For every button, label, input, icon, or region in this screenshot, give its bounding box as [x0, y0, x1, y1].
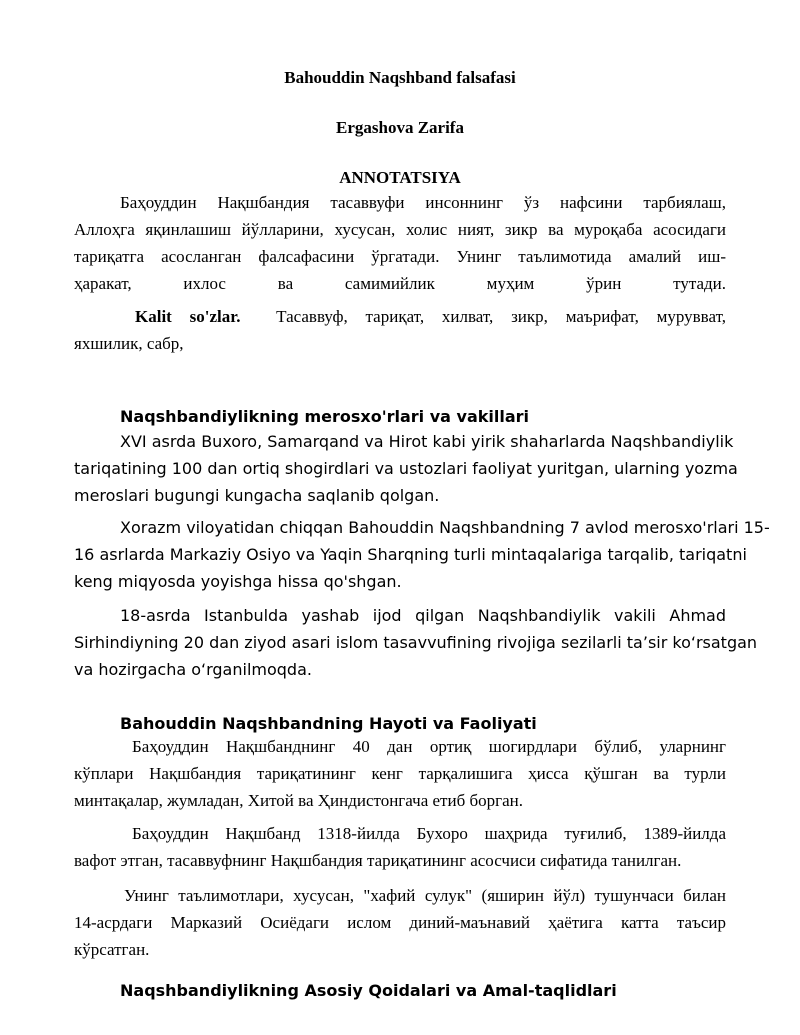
- paragraph: [74, 820, 726, 874]
- paragraph-line: минтақалар, жумладан, Хитой ва Ҳиндистонгача етиб борган.: [74, 791, 523, 810]
- paragraph-line: tariqatining 100 dan ortiq shogirdlari va ustozlari faoliyat yuritgan, ularning yozma: [74, 459, 738, 478]
- paragraph-line: кўрсатган.: [74, 940, 150, 959]
- annotation-heading: ANNOTATSIYA: [339, 168, 461, 187]
- paragraph-line: 14-асрдаги Марказий Осиёдаги ислом диний-маънавий ҳаётига катта таъсир: [74, 913, 726, 932]
- keywords-list: Тасаввуф, тариқат, хилват, зикр, маърифат, мурувват,: [276, 307, 726, 326]
- keywords-line: яхшилик, сабр,: [74, 334, 184, 353]
- annotation-line: Аллоҳга яқинлашиш йўлларини, хусусан, холис ният, зикр ва муроқаба асосидаги: [74, 220, 726, 239]
- document-title: Bahouddin Naqshband falsafasi: [284, 68, 516, 87]
- section-heading: Naqshbandiylikning merosxo'rlari va vakillari: [120, 407, 530, 426]
- paragraph-line: 16 asrlarda Markaziy Osiyo va Yaqin Sharqning turli mintaqalariga tarqalib, tariqatni: [74, 545, 747, 564]
- annotation-paragraph: [74, 189, 726, 297]
- annotation-line: тариқатга асосланган фалсафасини ўргатади. Унинг таълимотида амалий иш-: [74, 247, 726, 266]
- author-name: Ergashova Zarifa: [336, 118, 464, 137]
- section-heading: Naqshbandiylikning Asosiy Qoidalari va Amal-taqlidlari: [120, 981, 617, 1000]
- paragraph-line: meroslari bugungi kungacha saqlanib qolgan.: [74, 486, 440, 505]
- paragraph: [74, 733, 726, 814]
- paragraph-line: Баҳоуддин Нақшбанд 1318-йилда Бухоро шаҳрида туғилиб, 1389-йилда: [132, 824, 726, 843]
- paragraph: [74, 514, 770, 595]
- annotation-line: ҳаракат, ихлос ва самимийлик муҳим ўрин тутади.: [74, 274, 726, 293]
- paragraph: [74, 882, 726, 963]
- paragraph-line: Унинг таълимотлари, хусусан, "хафий сулук" (яширин йўл) тушунчаси билан: [124, 886, 726, 905]
- keywords-line: [74, 303, 726, 330]
- section-heading: Bahouddin Naqshbandning Hayoti va Faoliyati: [120, 714, 537, 733]
- paragraph-line: 18-asrda Istanbulda yashab ijod qilgan Naqshbandiylik vakili Ahmad: [120, 606, 726, 625]
- paragraph-line: va hozirgacha o‘rganilmoqda.: [74, 660, 312, 679]
- paragraph-line: Баҳоуддин Нақшбанднинг 40 дан ортиқ шогирдлари бўлиб, уларнинг: [132, 737, 726, 756]
- paragraph-line: keng miqyosda yoyishga hissa qo'shgan.: [74, 572, 402, 591]
- annotation-line: Баҳоуддин Нақшбандия тасаввуфи инсоннинг ўз нафсини тарбиялаш,: [120, 193, 726, 212]
- paragraph-line: кўплари Нақшбандия тариқатининг кенг тарқалишига ҳисса қўшган ва турли: [74, 764, 726, 783]
- keywords-label: Kalit so'zlar.: [135, 307, 241, 326]
- paragraph-line: вафот этган, тасаввуфнинг Нақшбандия тариқатининг асосчиси сифатида танилган.: [74, 851, 682, 870]
- paragraph-line: Xorazm viloyatidan chiqqan Bahouddin Naqshbandning 7 avlod merosxo'rlari 15-: [120, 518, 770, 537]
- paragraph-line: XVI asrda Buxoro, Samarqand va Hirot kabi yirik shaharlarda Naqshbandiylik: [120, 432, 734, 451]
- paragraph-line: Sirhindiyning 20 dan ziyod asari islom tasavvufining rivojiga sezilarli ta’sir ko‘rsatgan: [74, 633, 758, 652]
- keywords-paragraph: [74, 303, 726, 357]
- paragraph: [74, 428, 738, 509]
- paragraph: [74, 602, 758, 683]
